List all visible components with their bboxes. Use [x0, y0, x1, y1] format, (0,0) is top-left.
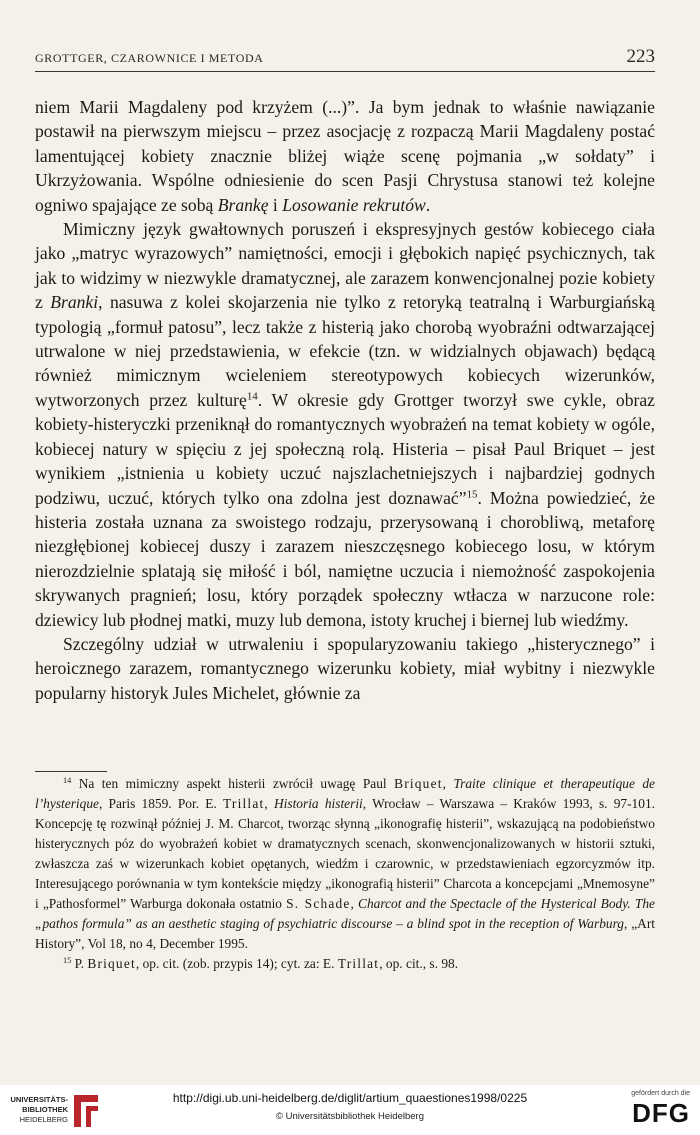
footnote-number: 15 — [63, 956, 72, 966]
library-name-line: HEIDELBERG — [19, 1115, 68, 1124]
paragraph-3: Szczególny udział w utrwaleniu i spopularyzowaniu takiego „histerycznego” i heroicznego zarazem, romantycznego wizerunku kobiety, miał wybitny i niezwykle popularny historyk Jules Michelet, głównie za — [35, 633, 655, 703]
header-rule — [35, 71, 655, 72]
text-run: , Paris 1859. Por. E. — [98, 796, 223, 811]
footnote-ref-15[interactable]: 15 — [466, 487, 478, 500]
text-run: , op. cit. (zob. przypis 14); cyt. za: E. — [135, 956, 338, 971]
dfg-funding-logo[interactable] — [620, 1089, 690, 1133]
text-run: , nasuwa z kolei skojarzenia nie tylko z retoryką teatralną i Warburgiańską typologią „formuł patosu”, lecz także z histerią jako chorobą wyobraźni odtwarzającej utrwalone w niej przedstawienia, w efekcie (tzn. w widzialnych objawach) będącą również mimicznym wcieleniem stereotypowych kobiecych wizerunków, wytworzonych przez kulturę — [35, 292, 655, 410]
text-run: . Można powiedzieć, że histeria została uznana za swoistego rodzaju, przerysowaną i chorobliwą, metaforę niezgłębionej kobiecej duszy i zarazem nieszczęsnego kobiecego losu, w którym nierozdzielnie splatają się miłość i ból, namiętne uczucia i niemożność zaspokojenia skrywanych pragnień; losu, który porządek społeczny wtłacza w narzucone role: dziewicy lub płodnej matki, muzy lub demona, istoty kruchej i biernej lub wiedźmy. — [35, 487, 656, 630]
paragraph-1 — [35, 95, 655, 217]
text-run: , — [264, 796, 274, 811]
page-header — [35, 44, 655, 72]
footnote-15 — [35, 954, 655, 974]
author-name: Trillat — [337, 956, 380, 971]
italic-title: Charcot and the Spectacle of the Hysterical Body. The „pathos formula” as an aesthetic staging of psychiatric discourse – a blind spot in the reception of Warburg — [35, 896, 655, 931]
text-run: Na ten mimiczny aspekt histerii zwrócił uwagę Paul — [71, 776, 395, 791]
text-run: . W okresie gdy Grottger tworzył swe cykle, obraz kobiety-histeryczki przeniknął do romantycznych wyobrażeń na temat kobiety w ogóle, kobiecej natury w spięciu z jej społeczną rolą. Histeria – pisał Paul Briquet – jest wynikiem „istnienia u kobiety uczuć najszlachetniejszych i najbardziej godnych podziwu, uczuć, których tylko ona zdolna jest doznawać” — [35, 389, 655, 508]
running-title: GROTTGER, CZAROWNICE I METODA — [35, 51, 264, 65]
text-run: . — [425, 194, 431, 215]
italic-title: Losowanie rekrutów — [282, 194, 426, 215]
text-run: , „Art History”, Vol 18, no 4, December 1995. — [35, 916, 655, 951]
italic-title: Historia histerii — [273, 796, 363, 811]
page-number: 223 — [626, 46, 655, 67]
footnote-ref-14[interactable]: 14 — [246, 390, 258, 403]
text-run: P. — [71, 956, 88, 971]
author-name: Briquet — [394, 776, 443, 791]
source-url-link[interactable]: http://digi.ub.uni-heidelberg.de/diglit/artium_quaestiones1998/0225 — [172, 1091, 528, 1105]
author-name: S. Schade — [286, 896, 351, 911]
footnotes — [35, 774, 655, 974]
digitization-footer — [0, 1085, 700, 1135]
body-text — [35, 95, 655, 705]
text-run: niem Marii Magdaleny pod krzyżem (...)”. Ja bym jednak to właśnie nawiązanie postawił na pierwszym miejscu – przez asocjację z rozpaczą Marii Magdaleny postać lamentującej kobiety znacznie bliżej wiąże scenę pojmania „w sołdaty” i Ukrzyżowania. Wspólne odniesienie do scen Pasji Chrystusa stanowi też kolejne ogniwo spajające ze sobą — [35, 97, 655, 215]
footnote-rule — [35, 771, 107, 772]
library-name-line: UNIVERSITÄTS- — [10, 1095, 68, 1104]
italic-title: Brankę — [217, 194, 269, 215]
library-name-line: BIBLIOTHEK — [22, 1105, 68, 1114]
italic-title: Branki — [50, 292, 99, 313]
footnote-number: 14 — [63, 776, 72, 786]
copyright-notice: © Universitätsbibliothek Heidelberg — [276, 1111, 424, 1122]
footnote-14 — [35, 774, 655, 954]
italic-title: Traite clinique et therapeutique de l’hysterique — [35, 776, 655, 811]
text-run: i — [268, 194, 283, 215]
text-run: , op. cit., s. 98. — [379, 956, 459, 971]
dfg-logo: DFG — [632, 1098, 690, 1128]
text-run: , — [442, 776, 454, 791]
dfg-caption: gefördert durch die — [631, 1090, 690, 1097]
text-run: , — [350, 896, 359, 911]
paragraph-2 — [35, 217, 655, 632]
text-run: Mimiczny język gwałtownych poruszeń i ekspresyjnych gestów kobiecego ciała jako „matryc wyrazowych” namiętności, emocji i głębokich napięć psychicznych, tak jak to widzimy w niezwykle dramatycznej, ale zarazem konwencjonalnej pozie kobiety z — [35, 219, 655, 313]
author-name: Trillat — [223, 796, 265, 811]
text-run: , Wrocław – Warszawa – Kraków 1993, s. 97-101. Koncepcję tę rozwinął później J. M. Charcot, tworząc słynną „ikonografię histerii”, wskazującą na podobieństwo histerycznych póz do wyobrażeń kobiet w dramatycznych scenach, skonwencjonalizowanych w historii sztuki, zwłaszcza zaś w wizerunkach kobiet opętanych, wiedźm i czarownic, w przedstawieniach egzorcyzmów itp. Interesującego porównania w tym kontekście między „ikonografią histerii” Charcota a koncepcjami „Mnemosyne” i „Pathosformel” Warburga dokonała ostatnio — [35, 796, 655, 911]
author-name: Briquet — [87, 956, 136, 971]
